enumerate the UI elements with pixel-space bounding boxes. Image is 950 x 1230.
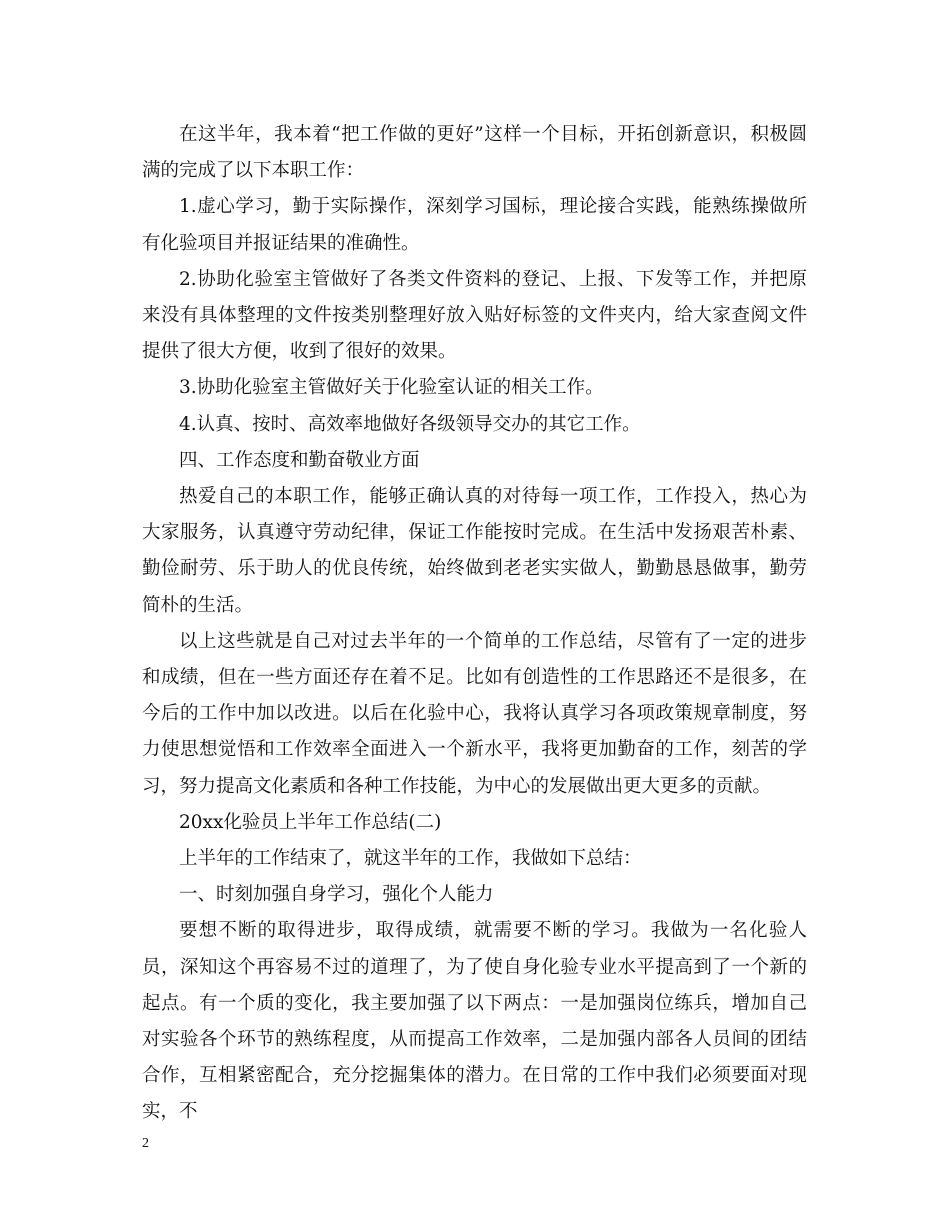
paragraph-conclusion: 以上这些就是自己对过去半年的一个简单的工作总结，尽管有了一定的进步和成绩，但在一些方面还存在着不足。比如有创造性的工作思路还不是很多，在今后的工作中加以改进。以后在化验中心，我将认真学习各项政策规章制度，努力使思想觉悟和工作效率全面进入一个新水平，我将更加勤奋的工作，刻苦的学习，努力提高文化素质和各种工作技能，为中心的发展做出更大更多的贡献。: [142, 630, 807, 797]
section-heading-attitude: 四、工作态度和勤奋敬业方面: [179, 449, 420, 471]
paragraph-item-1: 1.虚心学习，勤于实际操作，深刻学习国标，理论接合实践，能熟练操做所有化验项目并报证结果的准确性。: [142, 196, 807, 254]
document-body: [142, 117, 807, 1131]
section-heading-study: 一、时刻加强自身学习，强化个人能力: [179, 884, 494, 906]
paragraph-attitude: 热爱自己的本职工作，能够正确认真的对待每一项工作，工作投入，热心为大家服务，认真遵守劳动纪律，保证工作能按时完成。在生活中发扬艰苦朴素、勤俭耐劳、乐于助人的优良传统，始终做到老老实实做人，勤勤恳恳做事，勤劳简朴的生活。: [142, 486, 807, 616]
page-number: 2: [142, 1136, 149, 1151]
paragraph-part-two-intro: 上半年的工作结束了，就这半年的工作，我做如下总结：: [179, 848, 642, 870]
paragraph-study: 要想不断的取得进步，取得成绩，就需要不断的学习。我做为一名化验人员，深知这个再容易不过的道理了，为了使自身化验专业水平提高到了一个新的起点。有一个质的变化，我主要加强了以下两点：一是加强岗位练兵，增加自己对实验各个环节的熟练程度，从而提高工作效率，二是加强内部各人员间的团结合作，互相紧密配合，充分挖掘集体的潜力。在日常的工作中我们必须要面对现实，不: [142, 920, 807, 1123]
paragraph-item-4: 4.认真、按时、高效率地做好各级领导交办的其它工作。: [179, 413, 641, 435]
paragraph-item-3: 3.协助化验室主管做好关于化验室认证的相关工作。: [179, 377, 604, 399]
section-title-part-two: 20xx化验员上半年工作总结(二): [179, 811, 442, 833]
paragraph-intro: 在这半年，我本着“把工作做的更好”这样一个目标，开拓创新意识，积极圆满的完成了以下本职工作：: [142, 124, 807, 182]
paragraph-item-2: 2.协助化验室主管做好了各类文件资料的登记、上报、下发等工作，并把原来没有具体整理的文件按类别整理好放入贴好标签的文件夹内，给大家查阅文件提供了很大方便，收到了很好的效果。: [142, 268, 807, 363]
